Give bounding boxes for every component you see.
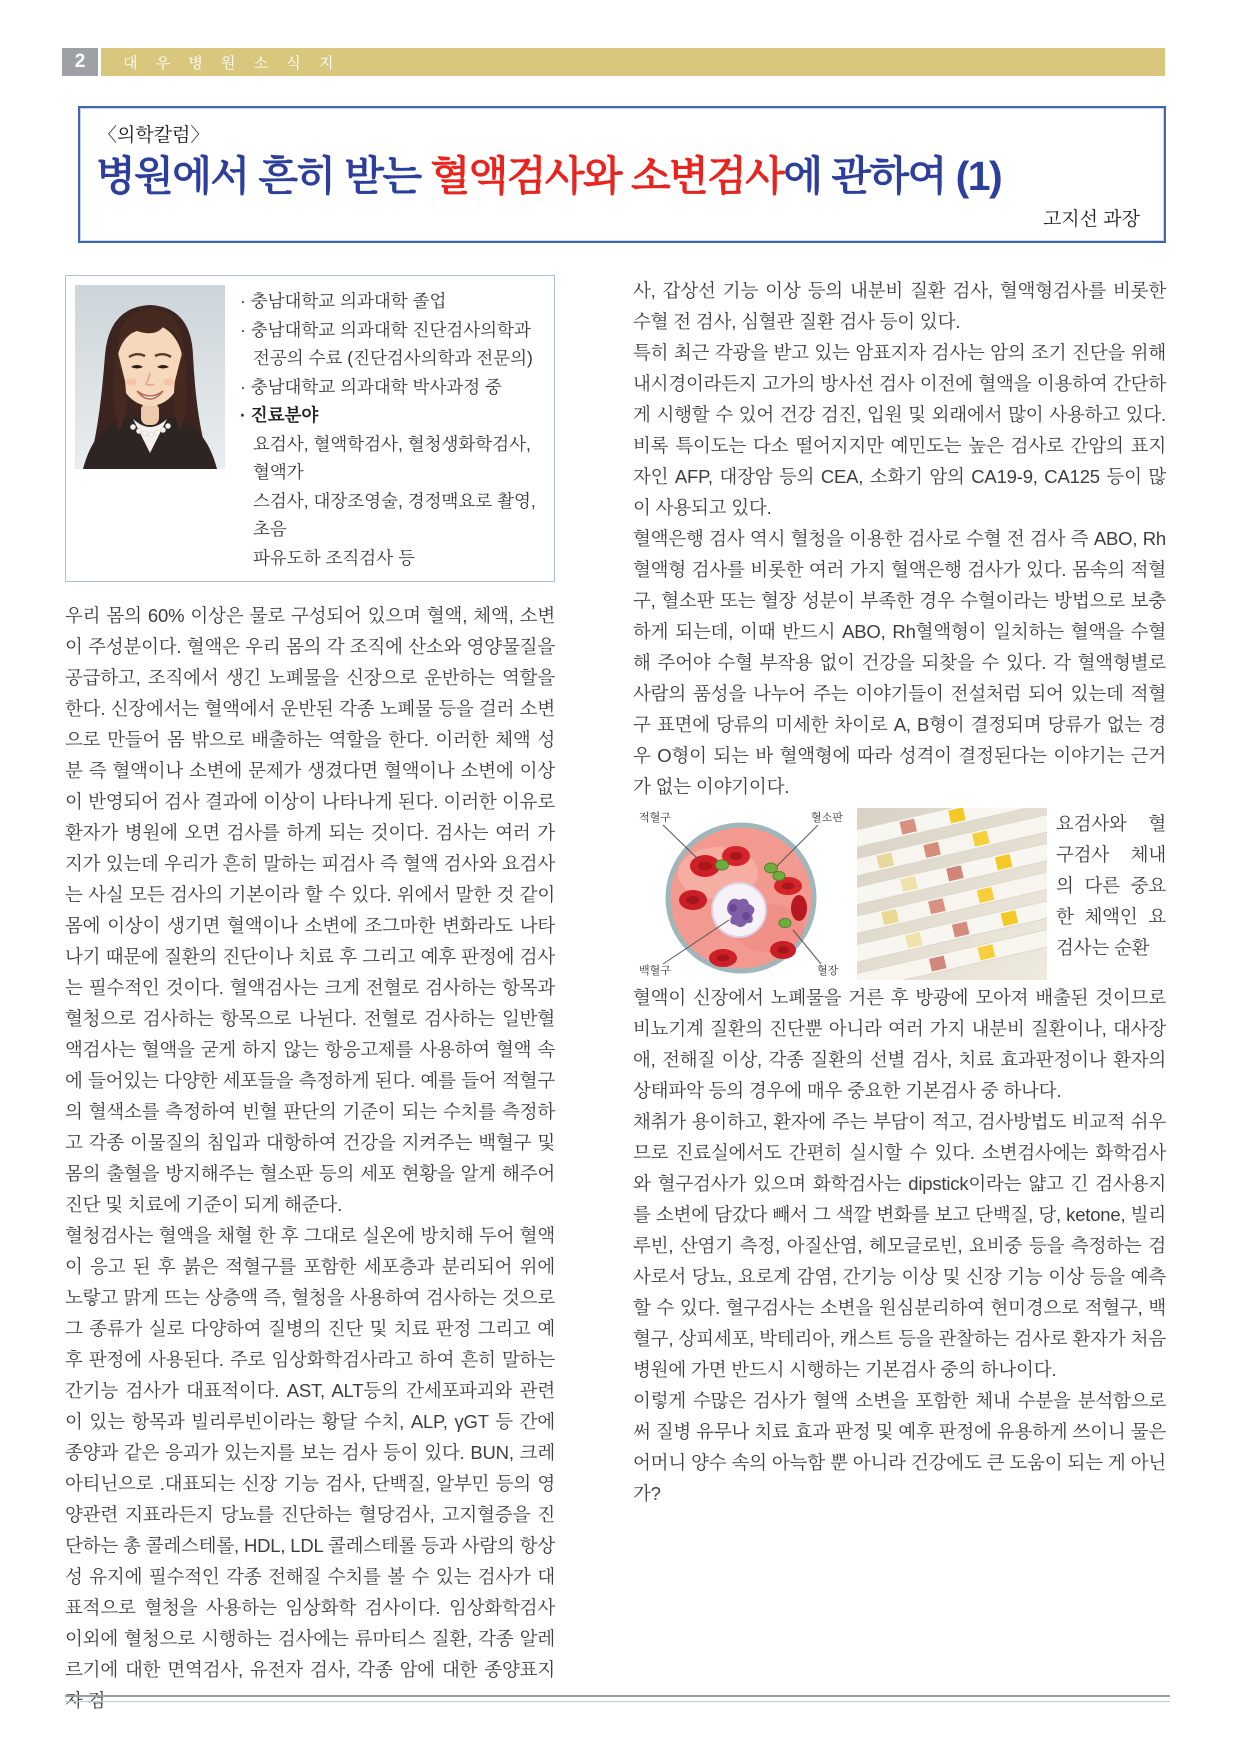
body-paragraph: 혈액은행 검사 역시 혈청을 이용한 검사로 수혈 전 검사 즉 ABO, Rh혈액형 검사를 비롯한 여러 가지 혈액은행 검사가 있다. 몸속의 적혈구, 혈소판 또는 혈장 성분이 부족한 경우 수혈이라는 방법으로 보충하게 되는데, 이때 반드시 ABO, Rh혈액형이 일치하는 혈액을 수혈해 주어야 수혈 부작용 없이 건강을 되찾을 수 있다. 각 혈액형별로 사람의 품성을 나누어 주는 이야기들이 전설처럼 되어 있는데 적혈구 표면에 당류의 미세한 차이로 A, B형이 결정되며 당류가 없는 경우 O형이 되는 바 혈액형에 따라 성격이 결정된다는 이야기는 근거가 없는 이야기이다. [633, 528, 1166, 798]
figure-side-text: 요검사와 혈구검사 체내의 다른 중요한 체액인 요검사는 순환 [1056, 813, 1166, 959]
label-white-blood-cell: 백혈구 [639, 965, 671, 978]
credential-line-specialty-heading: · 진료분야 [240, 405, 319, 426]
blood-cells-diagram [633, 808, 848, 980]
article-title-part2: 혈액검사와 소변검사 [430, 153, 784, 199]
body-paragraph: 사, 갑상선 기능 이상 등의 내분비 질환 검사, 혈액형검사를 비롯한 수혈 전 검사, 심혈관 질환 검사 등이 있다. [633, 280, 1166, 333]
credential-line: · 충남대학교 의과대학 졸업 [240, 291, 447, 312]
page-number: 2 [62, 48, 98, 76]
page-header [62, 48, 1165, 76]
article-body [65, 275, 1166, 1716]
doctor-photo [75, 285, 225, 469]
credential-line: 스검사, 대장조영술, 경정맥요로 촬영, 초음 [253, 490, 536, 540]
article-title-part1: 병원에서 흔히 받는 [96, 153, 431, 199]
article-title [96, 153, 1148, 200]
body-paragraph: 혈액이 신장에서 노폐물을 거른 후 방광에 모아져 배출된 것이므로 비뇨기계 질환의 진단뿐 아니라 여러 가지 내분비 질환이나, 대사장애, 전해질 이상, 각종 질환의 선별 검사, 치료 효과판정이나 환자의 상태파악 등의 경우에 매우 중요한 기본검사 중 하나다. [633, 987, 1166, 1102]
left-column [65, 275, 555, 1716]
right-column [633, 275, 1166, 1716]
article-title-box [78, 106, 1166, 243]
footer-divider [65, 1695, 1170, 1702]
article-title-part3: 에 관하여 (1) [783, 153, 1002, 199]
label-platelet: 혈소판 [811, 812, 843, 825]
doctor-profile-box [65, 275, 555, 582]
credential-line: · 충남대학교 의과대학 진단검사의학과 [240, 319, 531, 340]
body-paragraph: 특히 최근 각광을 받고 있는 암표지자 검사는 암의 조기 진단을 위해 내시경이라든지 고가의 방사선 검사 이전에 혈액을 이용하여 간단하게 시행할 수 있어 건강 검진, 입원 및 외래에서 많이 사용하고 있다. 비록 특이도는 다소 떨어지지만 예민도는 높은 검사로 간암의 표지자인 AFP, 대장암 등의 CEA, 소화기 암의 CA19-9, CA125 등이 많이 사용되고 있다. [633, 342, 1166, 519]
column-category: 〈의학칼럼〉 [98, 125, 210, 146]
figure-row [633, 808, 1166, 980]
credential-line: 전공의 수료 (진단검사의학과 전문의) [253, 348, 533, 369]
body-paragraph: 채취가 용이하고, 환자에 주는 부담이 적고, 검사방법도 비교적 쉬우므로 진료실에서도 간편히 실시할 수 있다. 소변검사에는 화학검사와 혈구검사가 있으며 화학검사는 dipstick이라는 얇고 긴 검사용지를 소변에 담갔다 빼서 그 색깔 변화를 보고 단백질, 당, ketone, 빌리루빈, 산염기 측정, 아질산염, 헤모글로빈, 요비중 등을 측정하는 검사로서 당뇨, 요로계 감염, 간기능 이상 및 신장 기능 이상 등을 예측할 수 있다. 혈구검사는 소변을 원심분리하여 현미경으로 적혈구, 백혈구, 상피세포, 박테리아, 캐스트 등을 관찰하는 검사로 환자가 처음 병원에 가면 반드시 시행하는 기본검사 중의 하나이다. [633, 1111, 1166, 1381]
urine-test-strips-photo [857, 808, 1047, 980]
newsletter-title: 대 우 병 원 소 식 지 [123, 54, 341, 72]
doctor-portrait-illustration [75, 285, 225, 469]
body-paragraph: 우리 몸의 60% 이상은 물로 구성되어 있으며 혈액, 체액, 소변이 주성분이다. 혈액은 우리 몸의 각 조직에 산소와 영양물질을 공급하고, 조직에서 생긴 노폐물을 신장으로 운반하는 역할을 한다. 신장에서는 혈액에서 운반된 각종 노폐물 등을 걸러 소변으로 만들어 몸 밖으로 배출하는 역할을 한다. 이러한 체액 성분 즉 혈액이나 소변에 문제가 생겼다면 혈액이나 소변에 이상이 반영되어 검사 결과에 이상이 나타나게 된다. 이러한 이유로 환자가 병원에 오면 검사를 하게 되는 것이다. 검사는 여러 가지가 있는데 우리가 흔히 말하는 피검사 즉 혈액 검사와 요검사는 사실 모든 검사의 기본이라 할 수 있다. 위에서 말한 것 같이 몸에 이상이 생기면 혈액이나 소변에 조그마한 변화라도 나타나기 때문에 질환의 진단이나 치료 후 그리고 예후 판정에 검사는 필수적인 것이다. 혈액검사는 크게 전혈로 검사하는 항목과 혈청으로 검사하는 항목으로 나뉜다. 전혈로 검사하는 일반혈액검사는 혈액을 굳게 하지 않는 항응고제를 사용하여 혈액 속에 들어있는 다양한 세포들을 측정하게 된다. 예를 들어 적혈구의 혈색소를 측정하여 빈혈 판단의 기준이 되는 수치를 측정하고 각종 이물질의 침입과 대항하여 건강을 지켜주는 백혈구 및 몸의 출혈을 방지해주는 혈소판 등의 세포 현황을 알게 해주어 진단 및 치료에 기준이 되게 해준다. [65, 605, 555, 1216]
body-paragraph: 혈청검사는 혈액을 채혈 한 후 그대로 실온에 방치해 두어 혈액이 응고 된 후 붉은 적혈구를 포함한 세포층과 분리되어 위에 노랗고 맑게 뜨는 상층액 즉, 혈청을 사용하여 검사하는 것으로 그 종류가 실로 다양하여 질병의 진단 및 치료 판정 그리고 예후 판정에 사용된다. 주로 임상화학검사라고 하여 흔히 말하는 간기능 검사가 대표적이다. AST, ALT등의 간세포파괴와 관련이 있는 항목과 빌리루빈이라는 황달 수치, ALP, γGT 등 간에 종양과 같은 응괴가 있는지를 보는 검사 등이 있다. BUN, 크레아티닌으로 .대표되는 신장 기능 검사, 단백질, 알부민 등의 영양관련 지표라든지 당뇨를 진단하는 혈당검사, 고지혈증을 진단하는 총 콜레스테롤, HDL, LDL 콜레스테롤 등과 사람의 항상성 유지에 필수적인 각종 전해질 수치를 볼 수 있는 검사가 대표적으로 혈청을 사용하는 임상화학 검사이다. 임상화학검사 이외에 혈청으로 시행하는 검사에는 류마티스 질환, 각종 알레르기에 대한 면역검사, 유전자 검사, 각종 암에 대한 종양표지자 검 [65, 1225, 555, 1712]
credential-line: 파유도하 조직검사 등 [253, 547, 415, 568]
label-red-blood-cell: 적혈구 [639, 812, 671, 825]
credential-line: · 충남대학교 의과대학 박사과정 중 [240, 376, 502, 397]
body-paragraph: 이렇게 수많은 검사가 혈액 소변을 포함한 체내 수분을 분석함으로써 질병 유무나 치료 효과 판정 및 예후 판정에 유용하게 쓰이니 물은 어머니 양수 속의 아늑함 뿐 아니라 건강에도 큰 도움이 되는 게 아닌가? [633, 1390, 1166, 1505]
label-plasma: 혈장 [817, 965, 839, 978]
doctor-credentials [240, 285, 545, 572]
credential-line: 요검사, 혈액학검사, 혈청생화학검사, 혈액가 [253, 433, 531, 483]
newsletter-title-band [101, 48, 1165, 76]
author-name: 고지선 과장 [1042, 209, 1140, 231]
